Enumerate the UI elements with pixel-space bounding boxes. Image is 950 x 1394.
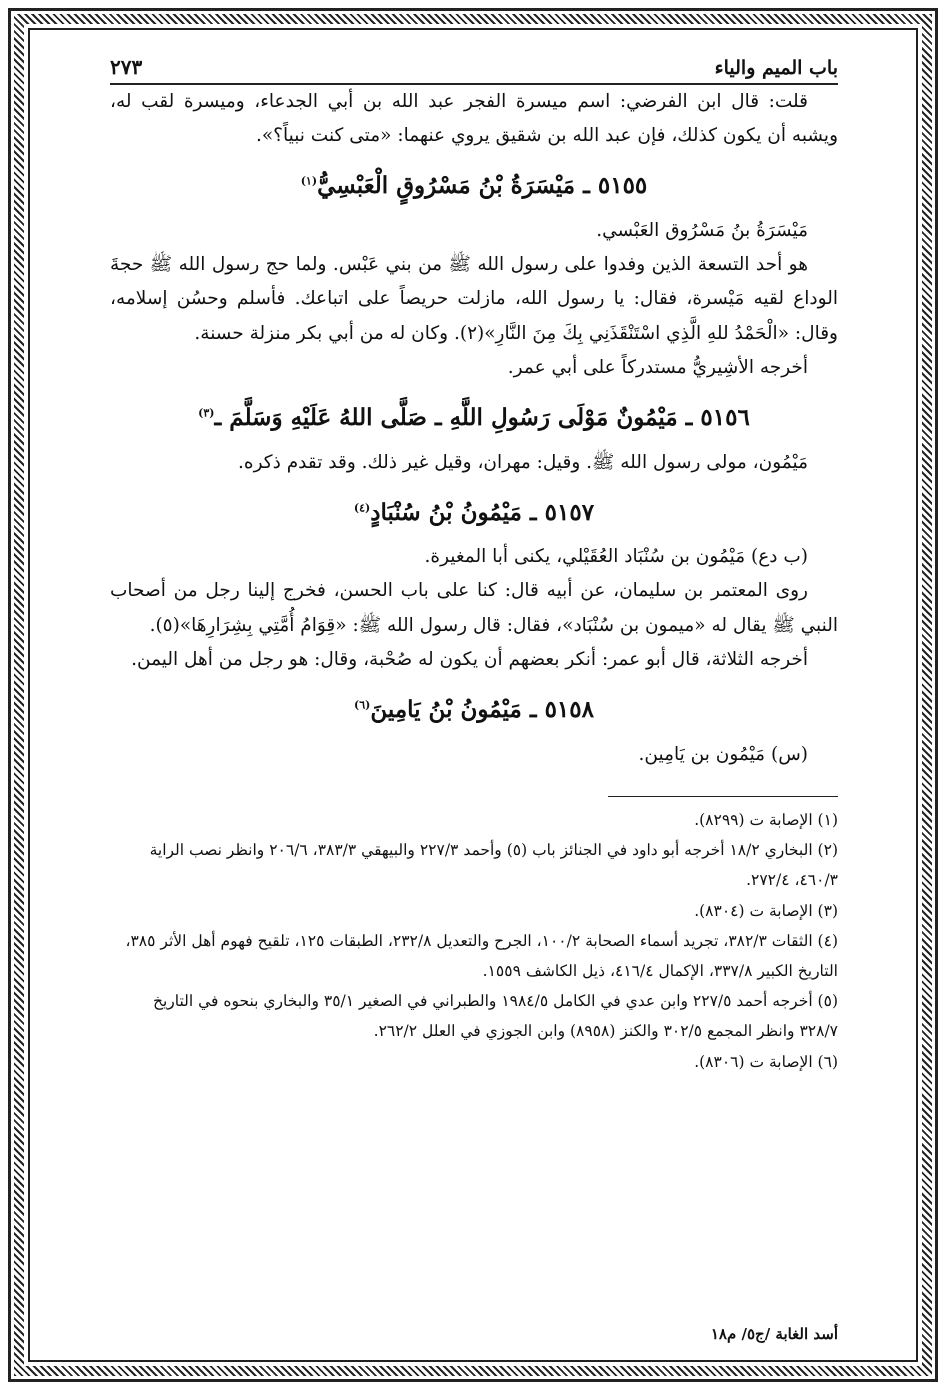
footnote: (٥) أخرجه أحمد ٢٢٧/٥ وابن عدي في الكامل ١٩٨٤/٥ والطبراني في الصغير ٣٥/١ والبخاري بنحوه في التاريخ ٣٢٨/٧ وانظر المجمع ٣٠٢/٥ والكنز (٨٩٥٨) وابن الجوزي في العلل ٢٦٢/٢. [152,992,838,1041]
page-footer: أسد الغابة /ج٥/ م١٨ [710,1325,838,1343]
entry-title: ٥١٥٦ ـ مَيْمُونٌ مَوْلَى رَسُولِ اللَّهِ ـ صَلَّى اللهُ عَلَيْهِ وَسَلَّمَ ـ [214,404,750,432]
paragraph: أخرجه الأشِيريُّ مستدركاً على أبي عمر. [507,356,808,378]
footnote: (٢) البخاري ١٨/٢ أخرجه أبو داود في الجنائز باب (٥) وأحمد ٢٢٧/٣ والبيهقي ٣٨٣/٣، ٢٠٦/٦ وانظر نصب الراية ٤٦٠/٣، ٢٧٢/٤. [149,841,838,890]
footnotes [110,805,838,1077]
paragraph: (س) مَيْمُون بن يَامِين. [638,743,808,765]
paragraph: قلت: قال ابن الفرضي: اسم ميسرة الفجر عبد الله بن أبي الجدعاء، وميسرة لقب له، ويشبه أن يكون كذلك، فإن عبد الله بن شقيق يروي عنهما: «متى كنت نبياً؟». [110,91,838,147]
paragraph: (ب دع) مَيْمُون بن سُنْبَاد العُقَيْلي، يكنى أبا المغيرة. [424,546,808,568]
entry-heading [110,496,838,531]
entry-heading [110,693,838,728]
paragraph: أخرجه الثلاثة، قال أبو عمر: أنكر بعضهم أن يكون له صُحْبة، وقال: هو رجل من أهل اليمن. [131,648,808,670]
footnote: (١) الإصابة ت (٨٢٩٩). [694,810,838,829]
footnote: (٤) الثقات ٣٨٢/٣، تجريد أسماء الصحابة ١٠٠/٢، الجرح والتعديل ٢٣٢/٨، الطبقات ١٢٥، تلقيح فهوم أهل الأثر ٣٨٥، التاريخ الكبير ٣٣٧/٨، الإكمال ٤١٦/٤، ذيل الكاشف ١٥٥٩. [125,931,838,980]
chapter-title: باب الميم والياء [714,57,838,79]
entry-title: ٥١٥٧ ـ مَيْمُونُ بْنُ سُنْبَادٍ [370,498,595,526]
footnote: (٣) الإصابة ت (٨٣٠٤). [694,901,838,920]
footnote-ref: (١) [300,174,318,188]
entry-title: ٥١٥٥ ـ مَيْسَرَةُ بْنُ مَسْرُوقٍ الْعَبْسِيُّ [317,172,648,200]
footnote-ref: (٣) [198,406,215,420]
page-number: ٢٧٣ [110,55,143,79]
running-header [110,55,838,85]
paragraph: مَيْسَرَةُ بنُ مَسْرُوق العَبْسي. [596,219,808,241]
paragraph: هو أحد التسعة الذين وفدوا على رسول الله ﷺ من بني عَبْس. ولما حج رسول الله ﷺ حجةَ الوداع لقيه مَيْسرة، فقال: يا رسول الله، مازلت حريصاً على اتباعك. فأسلم وحسُن إسلامه، وقال: «الْحَمْدُ للهِ الَّذِي اسْتَنْقَذَنِي بِكَ مِنَ النَّارِ»(٢). وكان له من أبي بكر منزلة حسنة. [110,254,838,344]
footnote-ref: (٦) [354,698,371,712]
footnote-ref: (٤) [353,501,371,515]
main-text [110,85,838,772]
paragraph: روى المعتمر بن سليمان، عن أبيه قال: كنا على باب الحسن، فخرج إلينا رجل من أصحاب النبي ﷺ يقال له «ميمون بن سُنْبَاد»، فقال: قال رسول الله ﷺ: «قِوَامُ أُمَّتِي بِشِرَارِهَا»(٥). [110,580,838,636]
footnote: (٦) الإصابة ت (٨٣٠٦). [694,1052,838,1071]
entry-heading [110,169,838,204]
document-page [110,55,838,1355]
entry-title: ٥١٥٨ ـ مَيْمُونُ بْنُ يَامِينَ [370,696,594,724]
paragraph: مَيْمُون، مولى رسول الله ﷺ. وقيل: مهران، وقيل غير ذلك. وقد تقدم ذكره. [238,451,808,473]
entry-heading [110,401,838,436]
footnote-separator [608,796,838,797]
